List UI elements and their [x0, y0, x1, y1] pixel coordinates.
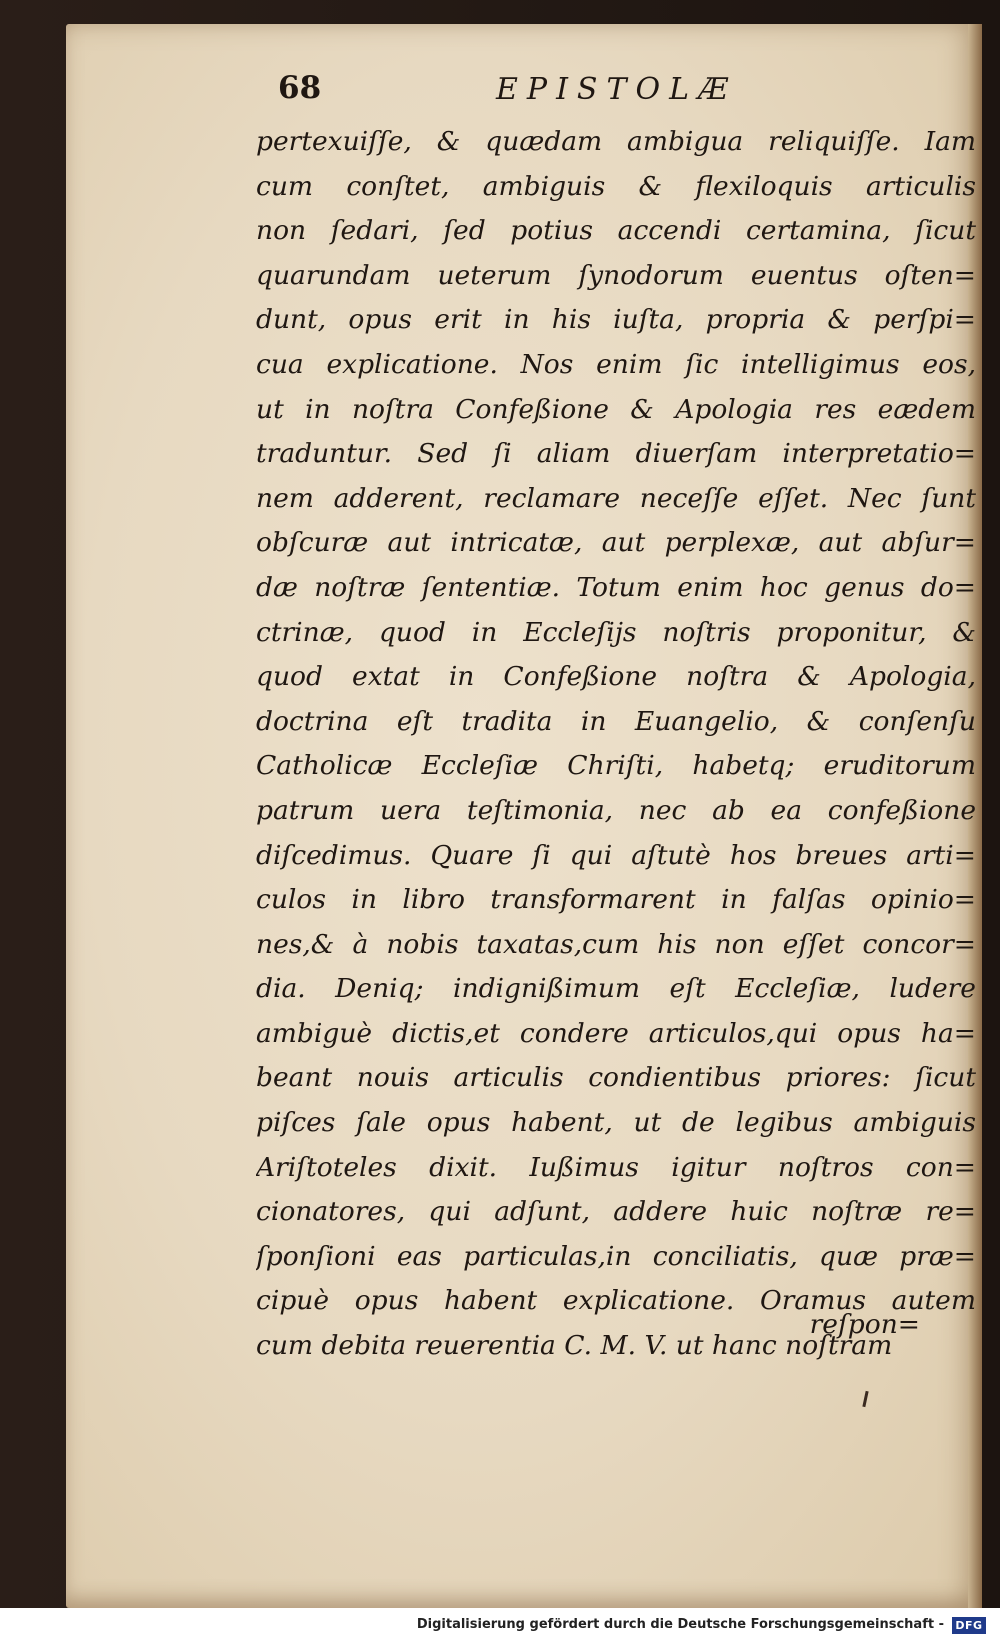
text-line: piſces ſale opus habent, ut de legibus ambiguis — [256, 1107, 976, 1139]
text-line: cua explicatione. Nos enim ſic intelligimus eos, — [256, 348, 976, 380]
dfg-logo-icon: DFG — [952, 1617, 986, 1634]
text-line: ambiguè dictis,et condere articulos,qui opus ha= — [256, 1017, 976, 1049]
book-page — [66, 24, 982, 1608]
text-line: cipuè opus habent explicatione. Oramus autem — [256, 1285, 976, 1317]
text-line: cionatores, qui adſunt, addere huic noſtræ re= — [256, 1196, 976, 1228]
catchword: reſpon= — [809, 1309, 920, 1340]
text-line: quod extat in Confeßione noſtra & Apologia, — [256, 661, 976, 693]
ink-mark — [862, 1391, 868, 1407]
text-line: dia. Deniq; indignißimum eſt Eccleſiæ, ludere — [256, 973, 976, 1005]
digitization-footer — [0, 1608, 1000, 1646]
text-line: traduntur. Sed ſi aliam diuerſam interpretatio= — [256, 438, 976, 470]
text-line: obſcuræ aut intricatæ, aut perplexæ, aut abſur= — [256, 527, 976, 559]
running-head — [66, 70, 982, 120]
text-line: quarundam ueterum ſynodorum euentus oſten= — [256, 259, 976, 291]
text-line: pertexuiſſe, & quædam ambigua reliquiſſe. Iam — [256, 126, 976, 157]
funding-credit: Digitalisierung gefördert durch die Deutsche Forschungsgemeinschaft - — [416, 1617, 944, 1632]
body-text — [256, 120, 976, 1369]
text-line: nem adderent, reclamare neceſſe eſſet. Nec ſunt — [256, 482, 976, 514]
text-line: dunt, opus erit in his iuſta, propria & perſpi= — [256, 304, 976, 336]
text-line: doctrina eſt tradita in Euangelio, & conſenſu — [256, 705, 976, 737]
running-title: EPISTOLÆ — [496, 72, 738, 107]
text-line: dæ noſtræ ſententiæ. Totum enim hoc genus do= — [256, 571, 976, 603]
text-line: non ſedari, ſed potius accendi certamina, ſicut — [256, 215, 976, 247]
text-line: patrum uera teſtimonia, nec ab ea confeßione — [256, 794, 976, 826]
text-line: culos in libro transformarent in falſas opinio= — [256, 884, 976, 916]
text-line: ut in noſtra Confeßione & Apologia res eædem — [256, 393, 976, 425]
text-line: cum conſtet, ambiguis & flexiloquis articulis — [256, 170, 976, 202]
text-line: nes,& à nobis taxatas,cum his non eſſet concor= — [256, 928, 976, 960]
page-number: 68 — [278, 70, 322, 106]
text-line: beant nouis articulis condientibus priores: ſicut — [256, 1062, 976, 1094]
text-line: cum debita reuerentia C. M. V. ut hanc noſtram — [256, 1330, 893, 1362]
text-line: Catholicæ Eccleſiæ Chriſti, habetq; eruditorum — [256, 750, 976, 782]
text-line: Ariſtoteles dixit. Iußimus igitur noſtros con= — [256, 1151, 976, 1183]
text-line: diſcedimus. Quare ſi qui aſtutè hos breues arti= — [256, 839, 976, 871]
text-line: ctrinæ, quod in Eccleſijs noſtris proponitur, & — [256, 616, 976, 648]
text-line: ſponſioni eas particulas,in conciliatis, quæ præ= — [256, 1240, 976, 1272]
